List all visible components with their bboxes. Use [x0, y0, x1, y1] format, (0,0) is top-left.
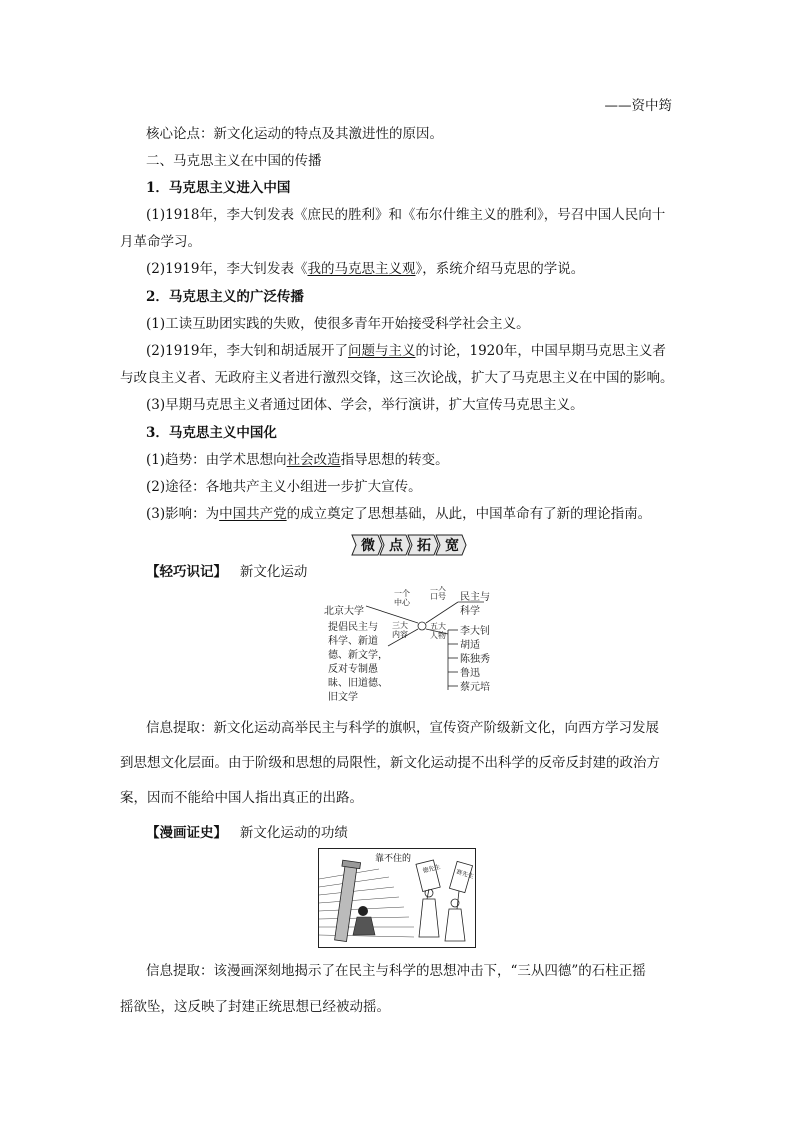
- cartoon-caption: 靠不住的: [375, 854, 412, 864]
- mind-map-person-3: 陈独秀: [460, 654, 490, 665]
- mind-map-five-2: 人物: [430, 631, 446, 640]
- para-1-2-post: 》，系统介绍马克思的学说。: [415, 261, 585, 277]
- memory-heading: [146, 562, 706, 582]
- mind-map-three-1: 三大: [392, 621, 408, 630]
- para-2-2-underline: 问题与主义: [347, 343, 416, 359]
- subsection-title-1: 1．马克思主义进入中国: [146, 180, 291, 196]
- info1-line1: 信息提取：新文化运动高举民主与科学的旗帜，宣传资产阶级新文化，向西方学习发展: [146, 720, 659, 736]
- memory-label: 【轻巧识记】: [146, 564, 227, 580]
- para-3-1-pre: (1)趋势：由学术思想向: [146, 452, 287, 468]
- para-3-2: (2)途径：各地共产主义小组进一步扩大宣传。: [146, 479, 422, 495]
- para-1-1-line2: 月革命学习。: [120, 234, 201, 250]
- para-1-2-underline: 我的马克思主义观: [307, 261, 416, 277]
- mind-map-person-1: 李大钊: [460, 626, 490, 637]
- mind-map-two-2: 口号: [430, 592, 446, 601]
- mind-map-person-5: 蔡元培: [460, 682, 490, 693]
- para-2-2-line2: 与改良主义者、无政府主义者进行激烈交锋，这三次论战，扩大了马克思主义在中国的影响。: [120, 370, 674, 386]
- mind-map-content-3: 德、新文学，: [328, 650, 388, 661]
- mind-map-content-6: 旧文学: [328, 692, 358, 703]
- subsection-title-3: 3．马克思主义中国化: [146, 425, 277, 441]
- banner-char-2: 点: [389, 538, 403, 554]
- core-view: 核心论点：新文化运动的特点及其激进性的原因。: [146, 126, 443, 142]
- para-1-2: [146, 259, 706, 279]
- info2-line1: 信息提取：该漫画深刻地揭示了在民主与科学的思想冲击下，“三从四德”的石柱正摇: [146, 963, 646, 979]
- mind-map-person-4: 鲁迅: [460, 668, 480, 679]
- para-2-1: (1)工读互助团实践的失败，使很多青年开始接受科学社会主义。: [146, 316, 530, 332]
- para-3-1: [146, 450, 706, 470]
- mind-map-center: 北京大学: [324, 606, 364, 617]
- cartoon-illustration: [318, 848, 476, 948]
- subsection-title-2: 2．马克思主义的广泛传播: [146, 289, 304, 305]
- para-3-3-underline: 中国共产党: [219, 506, 287, 522]
- attribution: ——资中筠: [604, 98, 672, 114]
- para-3-1-post: 指导思想的转变。: [340, 452, 449, 468]
- mind-map-slogan-2: 科学: [460, 606, 480, 617]
- cartoon-title: 新文化运动的功绩: [239, 825, 348, 841]
- mind-map-five-1: 五大: [430, 622, 446, 631]
- info1-line3: 案，因而不能给中国人指出真正的出路。: [120, 790, 363, 806]
- para-1-1-line1: (1)1918年，李大钊发表《庶民的胜利》和《布尔什维主义的胜利》，号召中国人民向十: [146, 207, 666, 223]
- mind-map-content-4: 反对专制愚: [328, 664, 378, 675]
- cartoon-sign-democracy: 德先生: [422, 863, 442, 875]
- banner-char-3: 拓: [417, 538, 431, 554]
- para-2-3: (3)早期马克思主义者通过团体、学会，举行演讲，扩大宣传马克思主义。: [146, 397, 584, 413]
- para-2-2-post: 的讨论，1920年，中国早期马克思主义者: [415, 343, 666, 359]
- para-2-2: [146, 341, 706, 361]
- mind-map-content-2: 科学、新道: [328, 636, 378, 647]
- mind-map-content-5: 昧、旧道德、: [328, 678, 388, 689]
- banner-char-4: 宽: [445, 538, 459, 554]
- info1-line2: 到思想文化层面。由于阶级和思想的局限性，新文化运动提不出科学的反帝反封建的政治方: [120, 755, 660, 771]
- mind-map-two-1: 二大: [430, 586, 446, 592]
- para-2-2-pre: (2)1919年，李大钊和胡适展开了: [146, 343, 348, 359]
- mind-map-person-2: 胡适: [460, 640, 480, 651]
- banner-char-1: 微: [361, 538, 375, 554]
- cartoon-heading: [146, 823, 706, 843]
- para-3-3-post: 的成立奠定了思想基础，从此，中国革命有了新的理论指南。: [286, 506, 652, 522]
- mind-map-three-2: 内容: [392, 630, 408, 639]
- section-banner: [350, 533, 470, 557]
- mind-map-one-center-2: 中心: [394, 598, 410, 607]
- mind-map-slogan-1: 民主与: [460, 592, 490, 603]
- para-1-2-pre: (2)1919年，李大钊发表《: [146, 261, 308, 277]
- cartoon-label: 【漫画证史】: [146, 825, 227, 841]
- info2-line2: 摇欲坠，这反映了封建正统思想已经被动摇。: [120, 999, 390, 1015]
- memory-title: 新文化运动: [239, 564, 308, 580]
- para-3-3-pre: (3)影响：为: [146, 506, 220, 522]
- mind-map-content-1: 提倡民主与: [328, 622, 378, 633]
- mind-map-new-culture: [318, 586, 518, 706]
- para-3-3: [146, 504, 706, 524]
- section-title-marxism: 二、马克思主义在中国的传播: [146, 153, 322, 169]
- cartoon-sign-science: 赛先生: [455, 868, 475, 881]
- para-3-1-underline: 社会改造: [286, 452, 341, 468]
- mind-map-one-center-1: 一个: [394, 589, 410, 598]
